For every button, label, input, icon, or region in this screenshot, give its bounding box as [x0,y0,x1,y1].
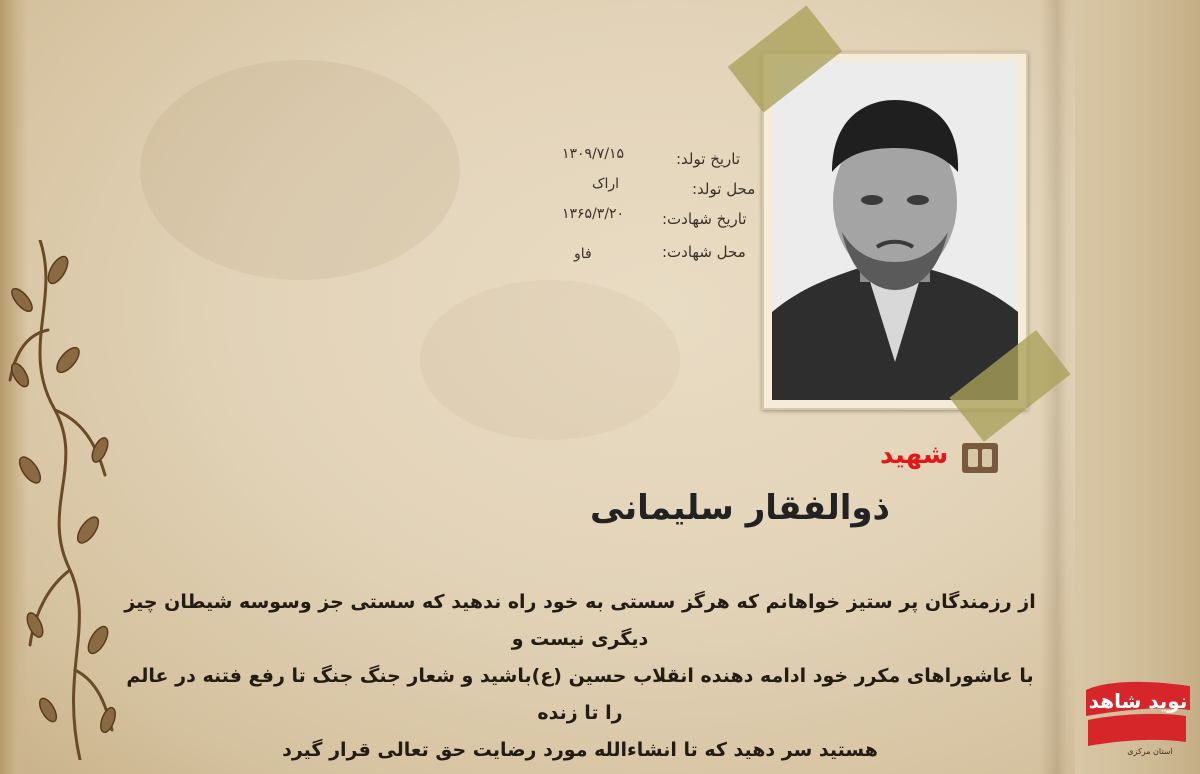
martyr-name: ذوالفقار سلیمانی [589,488,890,528]
martyrdom-date-value: ۱۳۶۵/۳/۲۰ [562,206,625,222]
logo-subtitle: استان مرکزی [1127,747,1173,756]
navid-shahed-logo[interactable] [1078,676,1196,758]
martyrdom-place-value: فاو [574,246,592,262]
vine-decoration [0,240,130,760]
martyr-badge-icon [962,443,998,473]
paper-stain [140,60,460,280]
martyrdom-date-label: تاریخ شهادت: [662,210,747,228]
birth-date-value: ۱۳۰۹/۷/۱۵ [562,146,625,162]
quote-line: از رزمندگان پر ستیز خواهانم که هرگز سستی به خود راه ندهید که سستی جز وسوسه شیطان چیز دیگری نیست و [124,591,1036,651]
martyr-testament-quote [120,584,1040,769]
paper-stain [420,280,680,440]
martyrdom-place-label: محل شهادت: [662,243,746,261]
quote-line: با عاشوراهای مکرر خود ادامه دهنده انقلاب حسین (ع)باشید و شعار جنگ جنگ تا رفع فتنه در عالم را تا زنده [126,665,1034,725]
birth-date-label: تاریخ تولد: [676,150,741,168]
martyr-label: شهید [880,440,949,470]
logo-wordmark: نوید شاهد [1088,689,1188,713]
martyr-photo-frame [762,52,1028,410]
birth-place-label: محل تولد: [692,180,756,198]
right-page [1075,0,1200,774]
birth-place-value: اراک [592,176,620,192]
quote-line: هستید سر دهید که تا انشاءالله مورد رضایت حق تعالی قرار گیرد [282,739,878,762]
martyr-photo [772,62,1018,400]
